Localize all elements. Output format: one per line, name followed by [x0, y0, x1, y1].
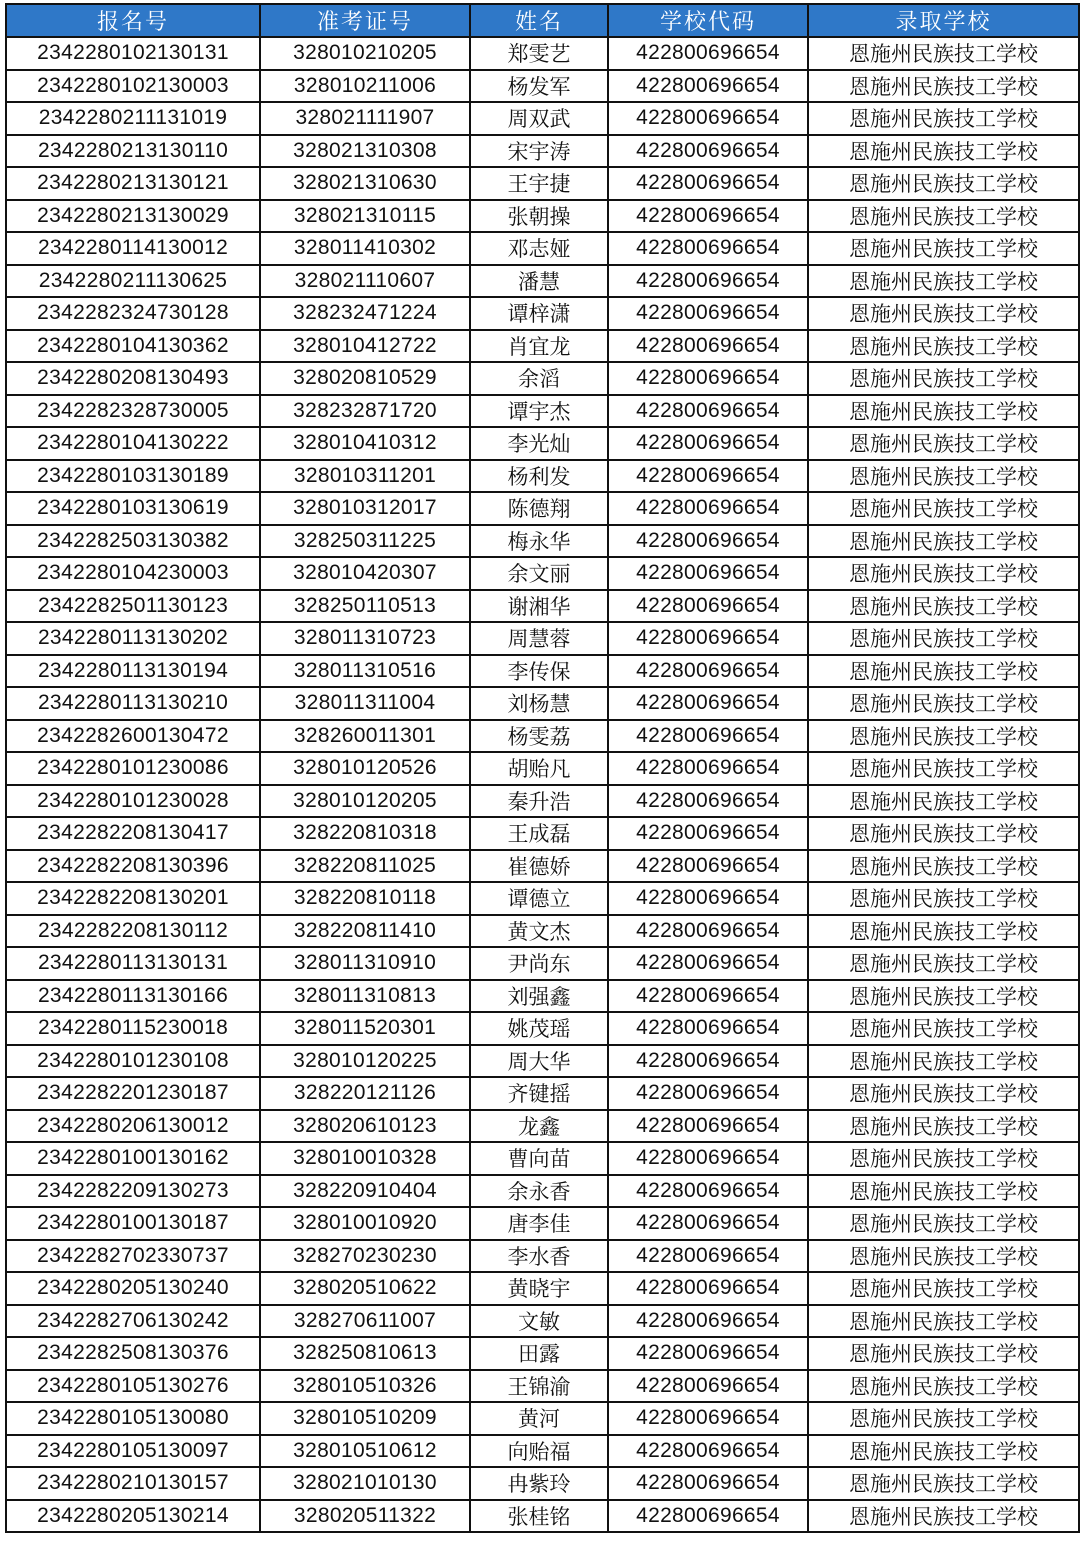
exam-ticket-number-cell: 328010420307	[260, 557, 470, 590]
exam-ticket-number-cell: 328220121126	[260, 1077, 470, 1110]
school-code-cell: 422800696654	[608, 655, 808, 688]
table-row	[6, 330, 1079, 363]
exam-ticket-number-cell: 328020511322	[260, 1500, 470, 1533]
student-name-cell: 龙鑫	[470, 1110, 608, 1143]
school-code-cell: 422800696654	[608, 1500, 808, 1533]
registration-number-cell: 2342282600130472	[6, 720, 260, 753]
registration-number-cell: 2342280213130110	[6, 135, 260, 168]
exam-ticket-number-cell: 328220910404	[260, 1175, 470, 1208]
table-row	[6, 1467, 1079, 1500]
school-code-cell: 422800696654	[608, 1467, 808, 1500]
table-row	[6, 947, 1079, 980]
table-row	[6, 557, 1079, 590]
school-code-cell: 422800696654	[608, 850, 808, 883]
admitted-school-cell: 恩施州民族技工学校	[808, 687, 1079, 720]
school-code-cell: 422800696654	[608, 687, 808, 720]
admitted-school-cell: 恩施州民族技工学校	[808, 362, 1079, 395]
exam-ticket-number-cell: 328010311201	[260, 460, 470, 493]
registration-number-cell: 2342280205130214	[6, 1500, 260, 1533]
admitted-school-cell: 恩施州民族技工学校	[808, 785, 1079, 818]
student-name-cell: 黄文杰	[470, 915, 608, 948]
table-row	[6, 720, 1079, 753]
admitted-school-cell: 恩施州民族技工学校	[808, 427, 1079, 460]
registration-number-cell: 2342280113130131	[6, 947, 260, 980]
exam-ticket-number-cell: 328011310813	[260, 980, 470, 1013]
table-row	[6, 427, 1079, 460]
admitted-school-cell: 恩施州民族技工学校	[808, 655, 1079, 688]
exam-ticket-number-cell: 328010120225	[260, 1045, 470, 1078]
admitted-school-cell: 恩施州民族技工学校	[808, 167, 1079, 200]
table-row	[6, 1142, 1079, 1175]
school-code-cell: 422800696654	[608, 1370, 808, 1403]
student-name-cell: 宋宇涛	[470, 135, 608, 168]
exam-ticket-number-cell: 328010120526	[260, 752, 470, 785]
table-row	[6, 1110, 1079, 1143]
student-name-cell: 李传保	[470, 655, 608, 688]
school-code-cell: 422800696654	[608, 330, 808, 363]
school-code-cell: 422800696654	[608, 525, 808, 558]
admitted-school-cell: 恩施州民族技工学校	[808, 720, 1079, 753]
student-name-cell: 文敏	[470, 1305, 608, 1338]
registration-number-cell: 2342280102130003	[6, 70, 260, 103]
table-row	[6, 200, 1079, 233]
exam-ticket-number-cell: 328010210205	[260, 37, 470, 70]
admitted-school-cell: 恩施州民族技工学校	[808, 980, 1079, 1013]
registration-number-cell: 2342280213130121	[6, 167, 260, 200]
exam-ticket-number-cell: 328270230230	[260, 1240, 470, 1273]
exam-ticket-number-cell: 328020510622	[260, 1272, 470, 1305]
table-row	[6, 1240, 1079, 1273]
registration-number-cell: 2342282201230187	[6, 1077, 260, 1110]
exam-ticket-number-cell: 328260011301	[260, 720, 470, 753]
registration-number-cell: 2342280105130080	[6, 1402, 260, 1435]
admission-table	[5, 3, 1080, 1533]
admitted-school-cell: 恩施州民族技工学校	[808, 1500, 1079, 1533]
registration-number-cell: 2342280205130240	[6, 1272, 260, 1305]
table-row	[6, 492, 1079, 525]
school-code-cell: 422800696654	[608, 1110, 808, 1143]
exam-ticket-number-cell: 328250810613	[260, 1337, 470, 1370]
registration-number-cell: 2342282702330737	[6, 1240, 260, 1273]
admitted-school-cell: 恩施州民族技工学校	[808, 915, 1079, 948]
admitted-school-cell: 恩施州民族技工学校	[808, 330, 1079, 363]
table-header-row	[6, 4, 1079, 37]
table-row	[6, 362, 1079, 395]
registration-number-cell: 2342280101230108	[6, 1045, 260, 1078]
exam-ticket-number-cell: 328021310308	[260, 135, 470, 168]
admitted-school-cell: 恩施州民族技工学校	[808, 1175, 1079, 1208]
registration-number-cell: 2342280213130029	[6, 200, 260, 233]
school-code-cell: 422800696654	[608, 362, 808, 395]
admitted-school-cell: 恩施州民族技工学校	[808, 135, 1079, 168]
school-code-cell: 422800696654	[608, 200, 808, 233]
student-name-cell: 杨发军	[470, 70, 608, 103]
exam-ticket-number-cell: 328220811025	[260, 850, 470, 883]
exam-ticket-number-cell: 328250110513	[260, 590, 470, 623]
registration-number-cell: 2342280104130362	[6, 330, 260, 363]
table-row	[6, 1337, 1079, 1370]
admitted-school-cell: 恩施州民族技工学校	[808, 1077, 1079, 1110]
exam-ticket-number-cell: 328021110607	[260, 265, 470, 298]
table-row	[6, 1012, 1079, 1045]
student-name-cell: 齐键摇	[470, 1077, 608, 1110]
student-name-cell: 谭梓潇	[470, 297, 608, 330]
table-row	[6, 37, 1079, 70]
registration-number-cell: 2342282208130396	[6, 850, 260, 883]
table-row	[6, 1500, 1079, 1533]
student-name-cell: 李光灿	[470, 427, 608, 460]
student-name-cell: 余滔	[470, 362, 608, 395]
school-code-cell: 422800696654	[608, 590, 808, 623]
student-name-cell: 黄河	[470, 1402, 608, 1435]
admitted-school-cell: 恩施州民族技工学校	[808, 882, 1079, 915]
school-code-cell: 422800696654	[608, 70, 808, 103]
registration-number-cell: 2342280104230003	[6, 557, 260, 590]
admitted-school-cell: 恩施州民族技工学校	[808, 1337, 1079, 1370]
admitted-school-cell: 恩施州民族技工学校	[808, 525, 1079, 558]
student-name-cell: 王锦渝	[470, 1370, 608, 1403]
table-row	[6, 785, 1079, 818]
table-row	[6, 167, 1079, 200]
admitted-school-cell: 恩施州民族技工学校	[808, 1435, 1079, 1468]
student-name-cell: 余永香	[470, 1175, 608, 1208]
school-code-cell: 422800696654	[608, 37, 808, 70]
exam-ticket-number-cell: 328220810318	[260, 817, 470, 850]
table-row	[6, 1435, 1079, 1468]
exam-ticket-number-cell: 328250311225	[260, 525, 470, 558]
registration-number-cell: 2342280100130187	[6, 1207, 260, 1240]
admitted-school-cell: 恩施州民族技工学校	[808, 1142, 1079, 1175]
exam-ticket-number-cell: 328021010130	[260, 1467, 470, 1500]
exam-ticket-number-cell: 328010211006	[260, 70, 470, 103]
school-code-cell: 422800696654	[608, 882, 808, 915]
admitted-school-cell: 恩施州民族技工学校	[808, 622, 1079, 655]
school-code-cell: 422800696654	[608, 1402, 808, 1435]
admitted-school-cell: 恩施州民族技工学校	[808, 752, 1079, 785]
school-code-cell: 422800696654	[608, 915, 808, 948]
table-row	[6, 590, 1079, 623]
school-code-cell: 422800696654	[608, 1142, 808, 1175]
student-name-cell: 肖宜龙	[470, 330, 608, 363]
school-code-cell: 422800696654	[608, 817, 808, 850]
registration-number-cell: 2342280102130131	[6, 37, 260, 70]
student-name-cell: 尹尚东	[470, 947, 608, 980]
school-code-cell: 422800696654	[608, 135, 808, 168]
admitted-school-cell: 恩施州民族技工学校	[808, 492, 1079, 525]
student-name-cell: 胡贻凡	[470, 752, 608, 785]
registration-number-cell: 2342282208130112	[6, 915, 260, 948]
table-row	[6, 687, 1079, 720]
student-name-cell: 张朝操	[470, 200, 608, 233]
table-row	[6, 1305, 1079, 1338]
admitted-school-cell: 恩施州民族技工学校	[808, 1305, 1079, 1338]
exam-ticket-number-cell: 328010010920	[260, 1207, 470, 1240]
table-row	[6, 70, 1079, 103]
school-code-cell: 422800696654	[608, 947, 808, 980]
exam-ticket-number-cell: 328270611007	[260, 1305, 470, 1338]
student-name-cell: 刘杨慧	[470, 687, 608, 720]
table-row	[6, 752, 1079, 785]
exam-ticket-number-cell: 328011310910	[260, 947, 470, 980]
header-registration-number: 报名号	[6, 4, 260, 37]
registration-number-cell: 2342280206130012	[6, 1110, 260, 1143]
school-code-cell: 422800696654	[608, 492, 808, 525]
admitted-school-cell: 恩施州民族技工学校	[808, 37, 1079, 70]
registration-number-cell: 2342280101230086	[6, 752, 260, 785]
admitted-school-cell: 恩施州民族技工学校	[808, 200, 1079, 233]
admitted-school-cell: 恩施州民族技工学校	[808, 947, 1079, 980]
school-code-cell: 422800696654	[608, 395, 808, 428]
admitted-school-cell: 恩施州民族技工学校	[808, 1402, 1079, 1435]
registration-number-cell: 2342280208130493	[6, 362, 260, 395]
registration-number-cell: 2342282706130242	[6, 1305, 260, 1338]
registration-number-cell: 2342280103130189	[6, 460, 260, 493]
student-name-cell: 曹向苗	[470, 1142, 608, 1175]
table-body	[6, 37, 1079, 1532]
student-name-cell: 谭德立	[470, 882, 608, 915]
header-admitted-school: 录取学校	[808, 4, 1079, 37]
admitted-school-cell: 恩施州民族技工学校	[808, 1370, 1079, 1403]
student-name-cell: 余文丽	[470, 557, 608, 590]
school-code-cell: 422800696654	[608, 265, 808, 298]
exam-ticket-number-cell: 328021111907	[260, 102, 470, 135]
school-code-cell: 422800696654	[608, 557, 808, 590]
school-code-cell: 422800696654	[608, 1435, 808, 1468]
admitted-school-cell: 恩施州民族技工学校	[808, 1110, 1079, 1143]
student-name-cell: 向贻福	[470, 1435, 608, 1468]
student-name-cell: 潘慧	[470, 265, 608, 298]
school-code-cell: 422800696654	[608, 752, 808, 785]
table-row	[6, 1370, 1079, 1403]
registration-number-cell: 2342282208130417	[6, 817, 260, 850]
admitted-school-cell: 恩施州民族技工学校	[808, 265, 1079, 298]
exam-ticket-number-cell: 328220810118	[260, 882, 470, 915]
school-code-cell: 422800696654	[608, 785, 808, 818]
table-row	[6, 817, 1079, 850]
registration-number-cell: 2342282324730128	[6, 297, 260, 330]
student-name-cell: 李水香	[470, 1240, 608, 1273]
school-code-cell: 422800696654	[608, 1272, 808, 1305]
student-name-cell: 谢湘华	[470, 590, 608, 623]
registration-number-cell: 2342280115230018	[6, 1012, 260, 1045]
registration-number-cell: 2342280211130625	[6, 265, 260, 298]
registration-number-cell: 2342280104130222	[6, 427, 260, 460]
admitted-school-cell: 恩施州民族技工学校	[808, 1207, 1079, 1240]
registration-number-cell: 2342280114130012	[6, 232, 260, 265]
exam-ticket-number-cell: 328010510209	[260, 1402, 470, 1435]
registration-number-cell: 2342282208130201	[6, 882, 260, 915]
registration-number-cell: 2342280113130194	[6, 655, 260, 688]
student-name-cell: 杨雯荔	[470, 720, 608, 753]
header-school-code: 学校代码	[608, 4, 808, 37]
table-row	[6, 1077, 1079, 1110]
registration-number-cell: 2342282209130273	[6, 1175, 260, 1208]
table-row	[6, 525, 1079, 558]
admitted-school-cell: 恩施州民族技工学校	[808, 1272, 1079, 1305]
student-name-cell: 黄晓宇	[470, 1272, 608, 1305]
school-code-cell: 422800696654	[608, 1207, 808, 1240]
exam-ticket-number-cell: 328010510612	[260, 1435, 470, 1468]
admitted-school-cell: 恩施州民族技工学校	[808, 1012, 1079, 1045]
registration-number-cell: 2342280105130097	[6, 1435, 260, 1468]
exam-ticket-number-cell: 328010120205	[260, 785, 470, 818]
student-name-cell: 秦升浩	[470, 785, 608, 818]
table-row	[6, 1045, 1079, 1078]
school-code-cell: 422800696654	[608, 460, 808, 493]
school-code-cell: 422800696654	[608, 427, 808, 460]
table-row	[6, 1402, 1079, 1435]
registration-number-cell: 2342280101230028	[6, 785, 260, 818]
exam-ticket-number-cell: 328021310115	[260, 200, 470, 233]
registration-number-cell: 2342280100130162	[6, 1142, 260, 1175]
exam-ticket-number-cell: 328010010328	[260, 1142, 470, 1175]
student-name-cell: 崔德娇	[470, 850, 608, 883]
exam-ticket-number-cell: 328220811410	[260, 915, 470, 948]
student-name-cell: 王成磊	[470, 817, 608, 850]
registration-number-cell: 2342282328730005	[6, 395, 260, 428]
table-row	[6, 395, 1079, 428]
admitted-school-cell: 恩施州民族技工学校	[808, 70, 1079, 103]
exam-ticket-number-cell: 328232871720	[260, 395, 470, 428]
student-name-cell: 杨利发	[470, 460, 608, 493]
table-row	[6, 655, 1079, 688]
admitted-school-cell: 恩施州民族技工学校	[808, 850, 1079, 883]
school-code-cell: 422800696654	[608, 167, 808, 200]
student-name-cell: 唐李佳	[470, 1207, 608, 1240]
registration-number-cell: 2342282508130376	[6, 1337, 260, 1370]
school-code-cell: 422800696654	[608, 1175, 808, 1208]
school-code-cell: 422800696654	[608, 1012, 808, 1045]
registration-number-cell: 2342280113130202	[6, 622, 260, 655]
table-row	[6, 102, 1079, 135]
table-row	[6, 882, 1079, 915]
table-row	[6, 297, 1079, 330]
student-name-cell: 张桂铭	[470, 1500, 608, 1533]
registration-number-cell: 2342280211131019	[6, 102, 260, 135]
registration-number-cell: 2342280210130157	[6, 1467, 260, 1500]
exam-ticket-number-cell: 328232471224	[260, 297, 470, 330]
table-row	[6, 850, 1079, 883]
registration-number-cell: 2342282501130123	[6, 590, 260, 623]
admitted-school-cell: 恩施州民族技工学校	[808, 460, 1079, 493]
admitted-school-cell: 恩施州民族技工学校	[808, 1467, 1079, 1500]
table-row	[6, 915, 1079, 948]
admitted-school-cell: 恩施州民族技工学校	[808, 232, 1079, 265]
header-student-name: 姓名	[470, 4, 608, 37]
admitted-school-cell: 恩施州民族技工学校	[808, 1045, 1079, 1078]
school-code-cell: 422800696654	[608, 232, 808, 265]
admitted-school-cell: 恩施州民族技工学校	[808, 1240, 1079, 1273]
admitted-school-cell: 恩施州民族技工学校	[808, 590, 1079, 623]
school-code-cell: 422800696654	[608, 980, 808, 1013]
student-name-cell: 姚茂瑶	[470, 1012, 608, 1045]
registration-number-cell: 2342280105130276	[6, 1370, 260, 1403]
table-row	[6, 265, 1079, 298]
table-row	[6, 980, 1079, 1013]
registration-number-cell: 2342282503130382	[6, 525, 260, 558]
table-row	[6, 622, 1079, 655]
exam-ticket-number-cell: 328011310723	[260, 622, 470, 655]
school-code-cell: 422800696654	[608, 720, 808, 753]
table-row	[6, 1207, 1079, 1240]
school-code-cell: 422800696654	[608, 1337, 808, 1370]
school-code-cell: 422800696654	[608, 622, 808, 655]
student-name-cell: 谭宇杰	[470, 395, 608, 428]
school-code-cell: 422800696654	[608, 1045, 808, 1078]
table-row	[6, 1272, 1079, 1305]
student-name-cell: 周双武	[470, 102, 608, 135]
registration-number-cell: 2342280113130210	[6, 687, 260, 720]
table-row	[6, 232, 1079, 265]
table-row	[6, 460, 1079, 493]
table-row	[6, 135, 1079, 168]
exam-ticket-number-cell: 328010312017	[260, 492, 470, 525]
student-name-cell: 邓志娅	[470, 232, 608, 265]
header-exam-ticket-number: 准考证号	[260, 4, 470, 37]
student-name-cell: 梅永华	[470, 525, 608, 558]
school-code-cell: 422800696654	[608, 1305, 808, 1338]
exam-ticket-number-cell: 328021310630	[260, 167, 470, 200]
registration-number-cell: 2342280113130166	[6, 980, 260, 1013]
school-code-cell: 422800696654	[608, 102, 808, 135]
exam-ticket-number-cell: 328011311004	[260, 687, 470, 720]
admitted-school-cell: 恩施州民族技工学校	[808, 297, 1079, 330]
table-row	[6, 1175, 1079, 1208]
school-code-cell: 422800696654	[608, 297, 808, 330]
exam-ticket-number-cell: 328010510326	[260, 1370, 470, 1403]
student-name-cell: 王宇捷	[470, 167, 608, 200]
admitted-school-cell: 恩施州民族技工学校	[808, 102, 1079, 135]
exam-ticket-number-cell: 328020610123	[260, 1110, 470, 1143]
admitted-school-cell: 恩施州民族技工学校	[808, 557, 1079, 590]
exam-ticket-number-cell: 328011410302	[260, 232, 470, 265]
admitted-school-cell: 恩施州民族技工学校	[808, 817, 1079, 850]
school-code-cell: 422800696654	[608, 1240, 808, 1273]
student-name-cell: 陈德翔	[470, 492, 608, 525]
exam-ticket-number-cell: 328010410312	[260, 427, 470, 460]
student-name-cell: 周慧蓉	[470, 622, 608, 655]
student-name-cell: 周大华	[470, 1045, 608, 1078]
student-name-cell: 郑雯艺	[470, 37, 608, 70]
exam-ticket-number-cell: 328020810529	[260, 362, 470, 395]
exam-ticket-number-cell: 328011520301	[260, 1012, 470, 1045]
student-name-cell: 冉紫玲	[470, 1467, 608, 1500]
school-code-cell: 422800696654	[608, 1077, 808, 1110]
exam-ticket-number-cell: 328010412722	[260, 330, 470, 363]
student-name-cell: 田露	[470, 1337, 608, 1370]
registration-number-cell: 2342280103130619	[6, 492, 260, 525]
admitted-school-cell: 恩施州民族技工学校	[808, 395, 1079, 428]
exam-ticket-number-cell: 328011310516	[260, 655, 470, 688]
student-name-cell: 刘强鑫	[470, 980, 608, 1013]
